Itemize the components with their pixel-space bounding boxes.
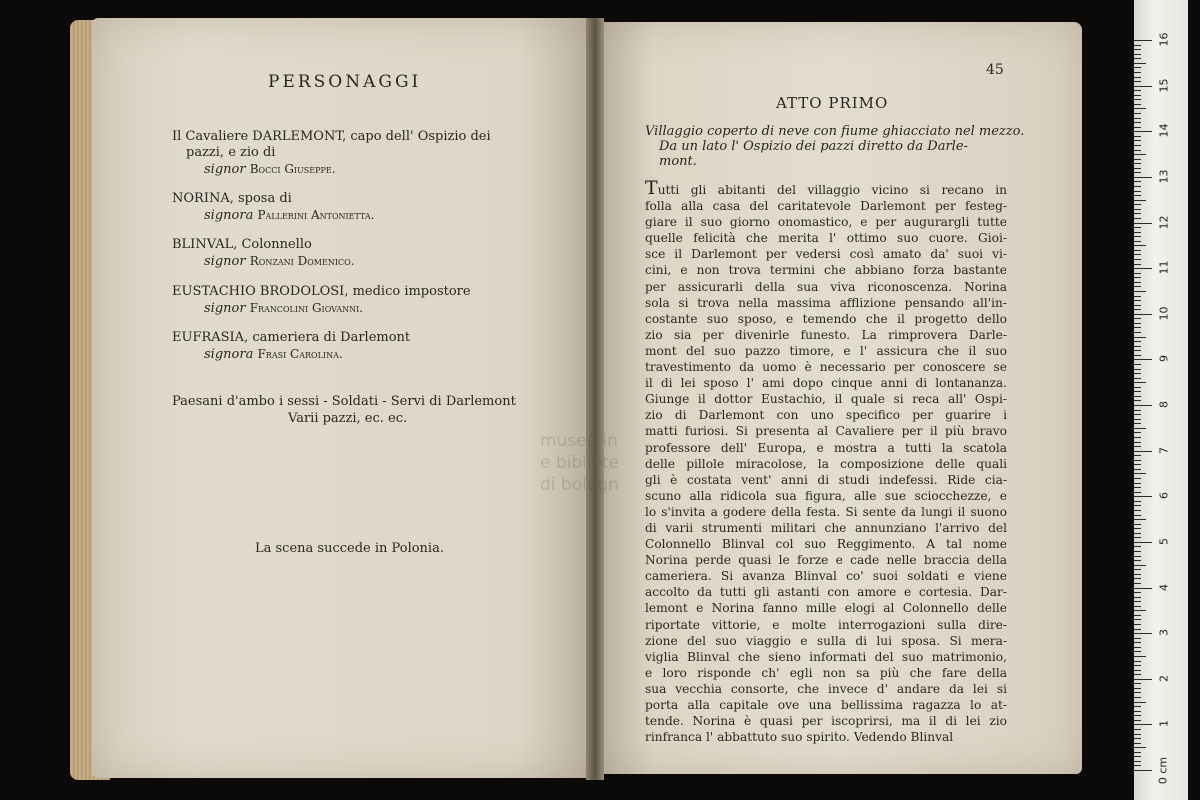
ruler-tick — [1134, 90, 1141, 91]
ruler-tick — [1134, 528, 1141, 529]
ruler-tick — [1134, 606, 1141, 607]
actor-name: Francolini Giovanni. — [249, 301, 364, 315]
actor-name: Bocci Giuseppe. — [249, 162, 336, 176]
ruler-number: 9 — [1157, 355, 1171, 363]
actor-line — [172, 346, 410, 363]
stage-direction-line: Da un lato l' Ospizio dei pazzi diretto da Darle- — [659, 139, 968, 154]
act-synopsis — [645, 180, 1007, 745]
extras-line: Varii pazzi, ec. ec. — [288, 411, 408, 426]
ruler-unit-label: 0 cm — [1156, 756, 1170, 785]
character-line: BLINVAL, Colonnello — [172, 237, 312, 252]
ruler-number: 8 — [1157, 401, 1171, 408]
ruler-tick — [1134, 442, 1141, 443]
ruler-tick — [1134, 286, 1141, 287]
ruler-tick — [1134, 391, 1141, 392]
ruler-tick — [1134, 291, 1146, 292]
ruler-tick — [1134, 756, 1141, 757]
ruler-tick — [1134, 651, 1141, 652]
character-line: NORINA, sposa di — [172, 191, 292, 206]
ruler-tick — [1134, 341, 1141, 342]
ruler-tick — [1134, 610, 1146, 611]
ruler-tick — [1134, 501, 1141, 502]
synopsis-line: Norina perde quasi le forze e cade nelle braccia della — [645, 553, 1007, 568]
ruler-tick — [1134, 277, 1141, 278]
ruler-tick — [1134, 400, 1141, 401]
ruler-tick — [1134, 332, 1141, 333]
ruler-tick — [1134, 747, 1146, 748]
actor-prefix: signor — [204, 301, 246, 316]
ruler-tick — [1134, 642, 1141, 643]
ruler-tick — [1134, 437, 1141, 438]
ruler-tick — [1134, 496, 1152, 497]
ruler-number: 2 — [1157, 674, 1171, 682]
ruler-tick — [1134, 752, 1141, 753]
ruler-tick — [1134, 346, 1141, 347]
ruler-tick — [1134, 738, 1141, 739]
actor-prefix: signora — [204, 208, 254, 223]
ruler-tick — [1134, 679, 1152, 680]
actor-prefix: signor — [204, 254, 246, 269]
ruler-tick — [1134, 761, 1141, 762]
ruler-tick — [1134, 186, 1141, 187]
ruler-tick — [1134, 81, 1141, 82]
ruler-tick — [1134, 711, 1141, 712]
synopsis-line: per assicurarli della sua viva riconoscenza. Norina — [645, 279, 1007, 294]
ruler-tick — [1134, 136, 1141, 137]
ruler-tick — [1134, 259, 1141, 260]
ruler-tick — [1134, 597, 1141, 598]
synopsis-line: viglia Blinval che sieno informati del suo matrimonio, — [645, 649, 1007, 664]
ruler-tick — [1134, 455, 1141, 456]
ruler-tick — [1134, 378, 1141, 379]
actor-name: Pallerini Antonietta. — [257, 208, 375, 222]
ruler-tick — [1134, 150, 1141, 151]
ruler-tick — [1134, 615, 1141, 616]
ruler-tick — [1134, 350, 1141, 351]
ruler-tick — [1134, 556, 1141, 557]
ruler-tick — [1134, 200, 1146, 201]
ruler-tick — [1134, 487, 1141, 488]
page-number: 45 — [986, 62, 1004, 78]
actor-name: Ronzani Domenico. — [249, 254, 355, 268]
ruler-tick — [1134, 58, 1141, 59]
ruler-tick — [1134, 473, 1146, 474]
watermark-line: museo in — [540, 431, 618, 451]
synopsis-line: tende. Norina è quasi per iscoprirsi, ma il di lei zio — [645, 714, 1007, 729]
ruler-tick — [1134, 122, 1141, 123]
ruler-tick — [1134, 40, 1152, 41]
ruler-number: 3 — [1157, 629, 1171, 637]
stage-direction — [645, 124, 1025, 169]
synopsis-line: cini, e non trova termini che abbiano forza bastante — [645, 263, 1007, 278]
ruler-tick — [1134, 647, 1141, 648]
ruler-tick — [1134, 661, 1141, 662]
ruler-tick — [1134, 483, 1141, 484]
character-entry — [172, 129, 491, 178]
ruler-tick — [1134, 688, 1141, 689]
ruler-tick — [1134, 54, 1141, 55]
synopsis-line: scuno alla ridicola sua figura, alle sue sciocchezze, e — [645, 488, 1007, 503]
synopsis-line: giare il suo giorno onomastico, e per augurargli tutte — [645, 215, 1007, 230]
ruler-tick — [1134, 464, 1141, 465]
synopsis-line-text: utti gli abitanti del villaggio vicino si recano in — [657, 183, 1007, 197]
synopsis-line: mont del suo pazzo timore, e l' assicura che il suo — [645, 343, 1007, 358]
synopsis-line: e loro risponde ch' egli non sa più che fare della — [645, 665, 1007, 680]
ruler-number: 4 — [1157, 583, 1171, 591]
actor-name: Frasi Carolina. — [257, 347, 343, 361]
ruler-number: 14 — [1157, 123, 1171, 138]
synopsis-line: travestimento da uomo è necessario per conoscere se — [645, 360, 1007, 375]
ruler-tick — [1134, 451, 1152, 452]
ruler-tick — [1134, 702, 1146, 703]
ruler-tick — [1134, 446, 1141, 447]
ruler-tick — [1134, 218, 1141, 219]
ruler-tick — [1134, 127, 1141, 128]
book-gutter — [586, 18, 604, 780]
synopsis-line: porta alla capitale ove una bellissima ragazza lo at- — [645, 698, 1007, 712]
ruler-tick — [1134, 578, 1141, 579]
synopsis-line: quelle felicità che merita l' ottimo suo cuore. Gioi- — [645, 231, 1007, 246]
ruler-tick — [1134, 327, 1141, 328]
ruler-tick — [1134, 510, 1141, 511]
synopsis-line: zione del suo viaggio e sulla di lui sposa. Si mera- — [645, 633, 1007, 648]
ruler-tick — [1134, 305, 1141, 306]
watermark-line: e bibliote — [540, 453, 620, 473]
ruler-tick — [1134, 177, 1152, 178]
ruler-tick — [1134, 715, 1141, 716]
actor-line — [172, 161, 491, 178]
character-entry — [172, 330, 410, 363]
ruler-tick — [1134, 387, 1141, 388]
ruler-tick — [1134, 250, 1141, 251]
ruler-tick — [1134, 469, 1141, 470]
synopsis-line: sola si trova nella massima afflizione pensando all'in- — [645, 295, 1007, 310]
measurement-ruler — [1134, 0, 1188, 800]
ruler-tick — [1134, 583, 1141, 584]
ruler-number: 6 — [1157, 492, 1171, 500]
ruler-tick — [1134, 359, 1152, 360]
ruler-tick — [1134, 86, 1152, 87]
synopsis-line: zio sia per divenirle funesto. La rimprovera Darle- — [645, 327, 1007, 342]
ruler-tick — [1134, 410, 1141, 411]
ruler-tick — [1134, 181, 1141, 182]
ruler-tick — [1134, 318, 1141, 319]
ruler-number: 15 — [1157, 78, 1171, 93]
ruler-tick — [1134, 300, 1141, 301]
ruler-tick — [1134, 241, 1141, 242]
ruler-tick — [1134, 236, 1141, 237]
ruler-tick — [1134, 665, 1141, 666]
synopsis-line: costante suo sposo, e temendo che il progetto dello — [645, 311, 1007, 326]
ruler-tick — [1134, 373, 1141, 374]
ruler-tick — [1134, 67, 1141, 68]
ruler-tick — [1134, 145, 1141, 146]
ruler-tick — [1134, 323, 1141, 324]
character-line: pazzi, e zio di — [186, 145, 276, 160]
ruler-tick — [1134, 163, 1141, 164]
ruler-tick — [1134, 172, 1141, 173]
synopsis-line — [645, 180, 1007, 198]
ruler-tick — [1134, 159, 1141, 160]
ruler-tick — [1134, 209, 1141, 210]
synopsis-line: lemont e Norina fanno mille elogi al Colonnello delle — [645, 601, 1007, 616]
ruler-tick — [1134, 656, 1146, 657]
ruler-tick — [1134, 729, 1141, 730]
ruler-tick — [1134, 104, 1141, 105]
ruler-number: 11 — [1157, 260, 1171, 275]
ruler-tick — [1134, 337, 1146, 338]
ruler-tick — [1134, 49, 1141, 50]
synopsis-line: zio di Darlemont con uno specifico per guarire i — [645, 408, 1007, 423]
synopsis-line: folla alla casa del caritatevole Darlemont per festeg- — [645, 199, 1007, 214]
ruler-tick — [1134, 204, 1141, 205]
synopsis-line: riportate vittorie, e molte interrogazioni sulla dire- — [645, 617, 1007, 632]
ruler-tick — [1134, 364, 1141, 365]
ruler-tick — [1134, 697, 1141, 698]
synopsis-line: il di lei sposo l' ami dopo cinque anni di lontananza. — [645, 376, 1007, 391]
ruler-number: 16 — [1157, 32, 1171, 47]
ruler-tick — [1134, 565, 1146, 566]
ruler-tick — [1134, 273, 1141, 274]
character-entry — [172, 191, 374, 224]
ruler-tick — [1134, 492, 1141, 493]
characters-title: PERSONAGGI — [268, 72, 422, 92]
ruler-tick — [1134, 296, 1141, 297]
ruler-tick — [1134, 423, 1141, 424]
ruler-tick — [1134, 432, 1141, 433]
ruler-tick — [1134, 592, 1141, 593]
ruler-tick — [1134, 213, 1141, 214]
ruler-tick — [1134, 551, 1141, 552]
ruler-tick — [1134, 282, 1141, 283]
character-entry — [172, 284, 471, 317]
ruler-tick — [1134, 515, 1141, 516]
stage-direction-line: Villaggio coperto di neve con fiume ghiacciato nel mezzo. — [645, 124, 1025, 139]
ruler-tick — [1134, 355, 1141, 356]
ruler-tick — [1134, 674, 1141, 675]
ruler-tick — [1134, 264, 1141, 265]
ruler-tick — [1134, 113, 1141, 114]
ruler-tick — [1134, 638, 1141, 639]
ruler-tick — [1134, 519, 1146, 520]
ruler-tick — [1134, 765, 1141, 766]
ruler-tick — [1134, 268, 1152, 269]
ruler-tick — [1134, 537, 1141, 538]
ruler-tick — [1134, 95, 1141, 96]
ruler-tick — [1134, 706, 1141, 707]
synopsis-line: sce il Darlemont per vedersi così amato da' suoi vi- — [645, 247, 1007, 262]
ruler-tick — [1134, 546, 1141, 547]
ruler-tick — [1134, 99, 1141, 100]
ruler-tick — [1134, 195, 1141, 196]
synopsis-line: gli è costata vent' anni di studi indefessi. Ride cia- — [645, 472, 1007, 487]
ruler-tick — [1134, 45, 1141, 46]
synopsis-line: cameriera. Si avanza Blinval co' suoi soldati e viene — [645, 569, 1007, 584]
actor-line — [172, 253, 355, 270]
watermark-line: di bologn — [540, 475, 619, 495]
actor-prefix: signora — [204, 347, 254, 362]
ruler-tick — [1134, 405, 1152, 406]
ruler-tick — [1134, 460, 1141, 461]
ruler-tick — [1134, 72, 1141, 73]
ruler-tick — [1134, 569, 1141, 570]
character-entry — [172, 237, 355, 270]
scene-note: La scena succede in Polonia. — [255, 541, 444, 556]
ruler-tick — [1134, 396, 1141, 397]
ruler-tick — [1134, 227, 1141, 228]
synopsis-line: di varii strumenti militari che annunziano l'arrivo del — [645, 520, 1007, 535]
ruler-tick — [1134, 140, 1141, 141]
ruler-tick — [1134, 734, 1141, 735]
synopsis-line: professore dell' Europa, e mostra a tutti la scatola — [645, 440, 1007, 455]
ruler-tick — [1134, 382, 1146, 383]
ruler-tick — [1134, 624, 1141, 625]
ruler-tick — [1134, 601, 1141, 602]
ruler-tick — [1134, 533, 1141, 534]
ruler-tick — [1134, 574, 1141, 575]
ruler-tick — [1134, 419, 1141, 420]
ruler-number: 7 — [1157, 446, 1171, 454]
ruler-tick — [1134, 629, 1141, 630]
ruler-tick — [1134, 77, 1141, 78]
ruler-number: 1 — [1157, 720, 1171, 728]
synopsis-line: rinfranca l' abbattuto suo spirito. Vedendo Blinval — [645, 730, 954, 745]
ruler-tick — [1134, 131, 1152, 132]
ruler-tick — [1134, 191, 1141, 192]
synopsis-line: lo s'invita a godere della festa. Si sente da lungi il suono — [645, 504, 1007, 519]
synopsis-line: matti furiosi. Si presenta al Cavaliere per il più bravo — [645, 424, 1007, 439]
ruler-tick — [1134, 478, 1141, 479]
actor-line — [172, 300, 471, 317]
ruler-tick — [1134, 724, 1152, 725]
ruler-tick — [1134, 63, 1146, 64]
ruler-tick — [1134, 369, 1141, 370]
ruler-tick — [1134, 314, 1152, 315]
ruler-tick — [1134, 232, 1141, 233]
act-title: ATTO PRIMO — [776, 94, 889, 112]
ruler-tick — [1134, 309, 1141, 310]
ruler-tick — [1134, 683, 1141, 684]
ruler-tick — [1134, 633, 1152, 634]
character-line: EUFRASIA, cameriera di Darlemont — [172, 330, 411, 345]
ruler-tick — [1134, 108, 1146, 109]
ruler-tick — [1134, 118, 1141, 119]
synopsis-line: Giunge il dottor Eustachio, il quale si reca all' Ospi- — [645, 392, 1007, 407]
extras-line: Paesani d'ambo i sessi - Soldati - Servi di Darlemont — [172, 394, 516, 409]
ruler-number: 13 — [1157, 169, 1171, 184]
synopsis-line: accolto da tutti gli astanti con amore e cortesia. Dar- — [645, 585, 1007, 600]
ruler-tick — [1134, 619, 1141, 620]
ruler-tick — [1134, 254, 1141, 255]
ruler-tick — [1134, 720, 1141, 721]
ruler-tick — [1134, 588, 1152, 589]
ruler-number: 12 — [1157, 215, 1171, 229]
extras-list — [172, 393, 516, 427]
ruler-number: 10 — [1157, 306, 1171, 321]
ruler-tick — [1134, 168, 1141, 169]
synopsis-line: Colonnello Blinval col suo Reggimento. A tal nome — [645, 537, 1007, 552]
character-line: EUSTACHIO BRODOLOSI, medico impostore — [172, 284, 471, 299]
synopsis-line: delle pillole miracolose, la composizione delle quali — [645, 456, 1007, 471]
character-line: Il Cavaliere DARLEMONT, capo dell' Ospizio dei — [172, 129, 491, 144]
ruler-tick — [1134, 743, 1141, 744]
ruler-tick — [1134, 414, 1141, 415]
ruler-number: 5 — [1157, 537, 1171, 545]
ruler-tick — [1134, 670, 1141, 671]
ruler-tick — [1134, 428, 1146, 429]
ruler-tick — [1134, 770, 1152, 771]
ruler-tick — [1134, 154, 1146, 155]
synopsis-line: sua vecchia consorte, che invece d' andare da lei si — [645, 681, 1007, 696]
actor-line — [172, 207, 374, 224]
ruler-tick — [1134, 524, 1141, 525]
actor-prefix: signor — [204, 162, 246, 177]
ruler-tick — [1134, 223, 1152, 224]
ruler-tick — [1134, 245, 1146, 246]
ruler-tick — [1134, 505, 1141, 506]
drop-cap: T — [645, 180, 658, 199]
ruler-tick — [1134, 560, 1141, 561]
ruler-tick — [1134, 542, 1152, 543]
stage-direction-line: mont. — [659, 154, 697, 169]
watermark — [540, 430, 619, 496]
ruler-tick — [1134, 692, 1141, 693]
